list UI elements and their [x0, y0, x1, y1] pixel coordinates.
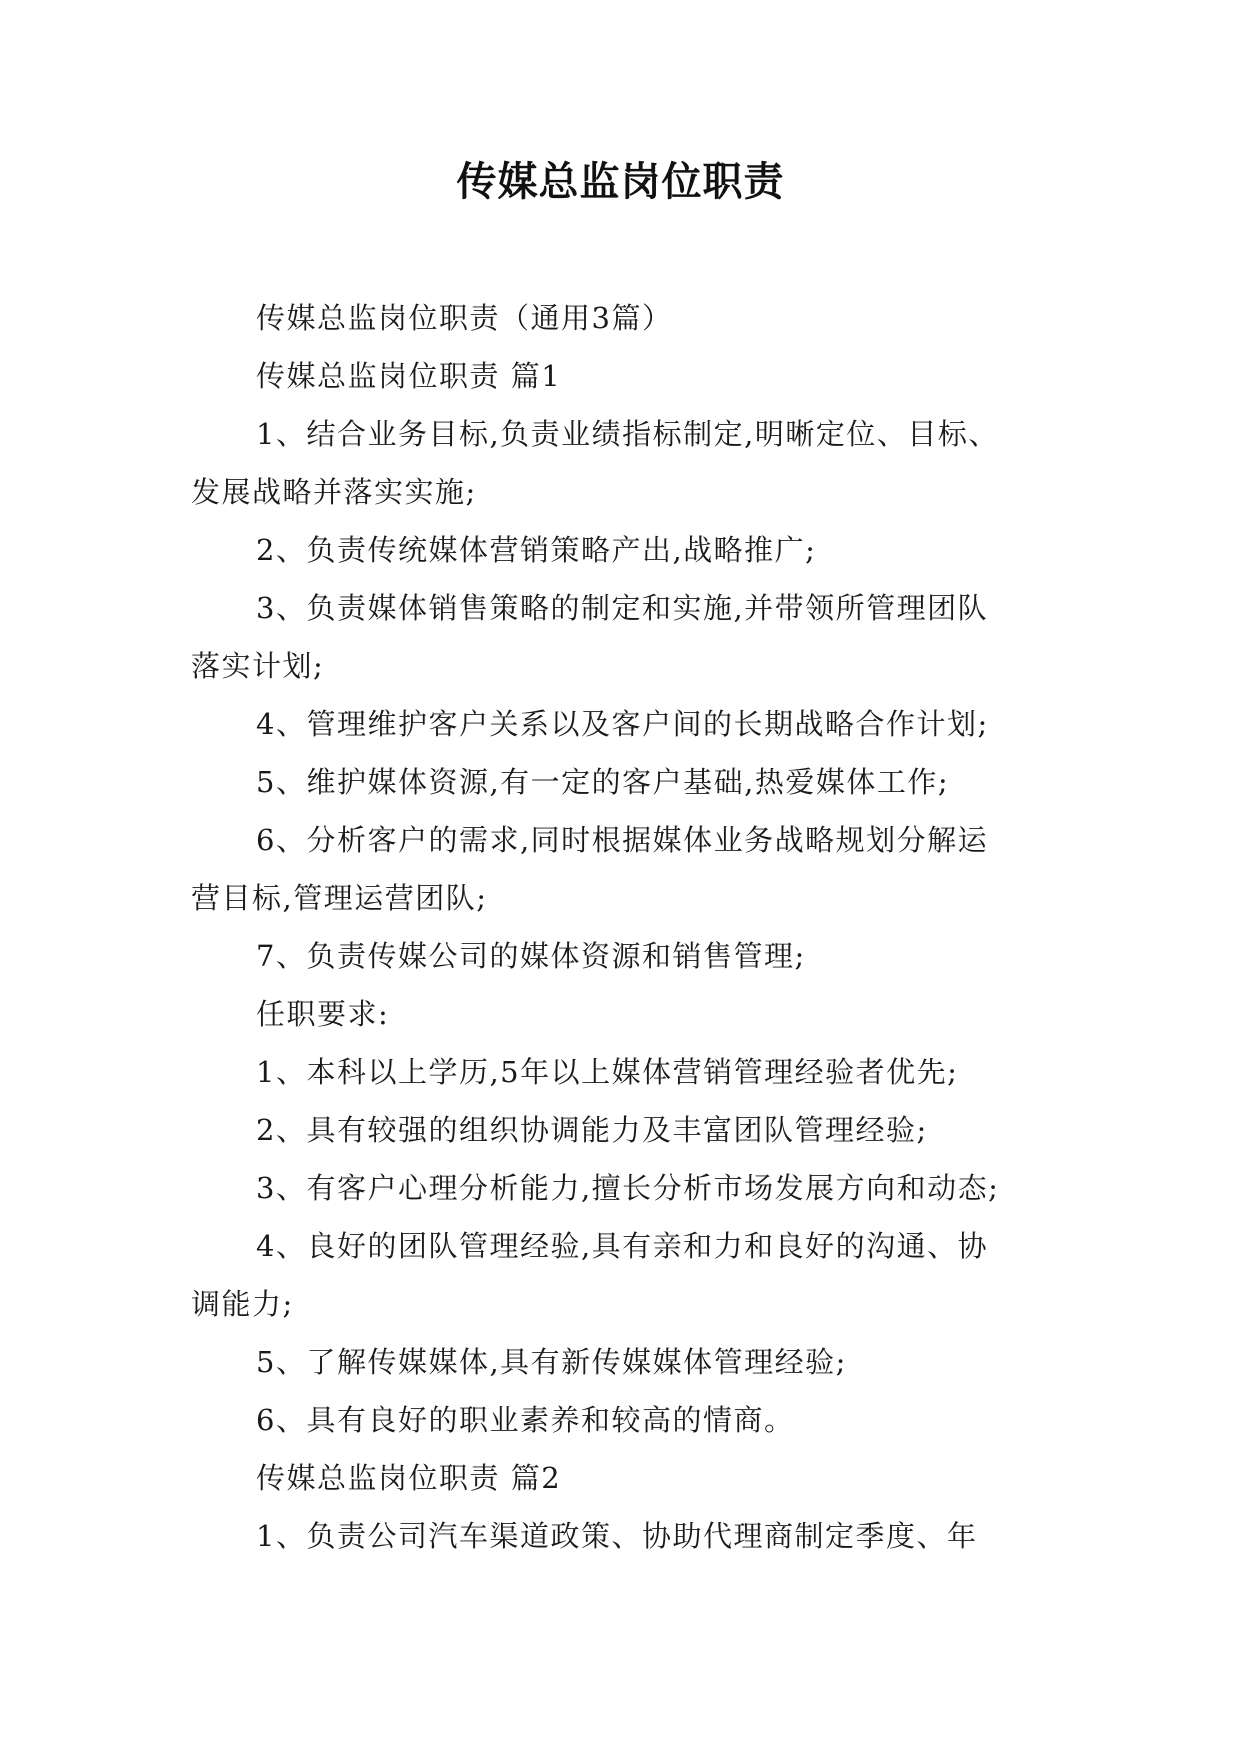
paragraph-line: 传媒总监岗位职责 篇1 — [256, 359, 562, 393]
paragraph-line: 6、分析客户的需求,同时根据媒体业务战略规划分解运 — [256, 823, 989, 857]
paragraph-line: 4、良好的团队管理经验,具有亲和力和良好的沟通、协 — [256, 1229, 989, 1263]
paragraph-line: 2、具有较强的组织协调能力及丰富团队管理经验; — [256, 1113, 928, 1147]
document-body — [191, 289, 1071, 1565]
paragraph-line: 1、负责公司汽车渠道政策、协助代理商制定季度、年 — [256, 1519, 978, 1553]
paragraph-line: 1、结合业务目标,负责业绩指标制定,明晰定位、目标、 — [256, 417, 999, 451]
paragraph-line: 营目标,管理运营团队; — [191, 881, 488, 915]
paragraph-line: 3、有客户心理分析能力,擅长分析市场发展方向和动态; — [256, 1171, 1000, 1205]
paragraph-line: 任职要求: — [256, 997, 390, 1031]
paragraph-line: 5、维护媒体资源,有一定的客户基础,热爱媒体工作; — [256, 765, 950, 799]
paragraph-line: 3、负责媒体销售策略的制定和实施,并带领所管理团队 — [256, 591, 989, 625]
paragraph-line: 调能力; — [191, 1287, 294, 1321]
paragraph-line: 发展战略并落实实施; — [191, 475, 477, 509]
paragraph-line: 7、负责传媒公司的媒体资源和销售管理; — [256, 939, 806, 973]
paragraph-line: 2、负责传统媒体营销策略产出,战略推广; — [256, 533, 817, 567]
paragraph-line: 传媒总监岗位职责 篇2 — [256, 1461, 562, 1495]
paragraph-line: 6、具有良好的职业素养和较高的情商。 — [256, 1403, 795, 1437]
paragraph-line: 1、本科以上学历,5年以上媒体营销管理经验者优先; — [256, 1055, 959, 1089]
paragraph-line: 5、了解传媒媒体,具有新传媒媒体管理经验; — [256, 1345, 847, 1379]
paragraph-line: 4、管理维护客户关系以及客户间的长期战略合作计划; — [256, 707, 989, 741]
paragraph-line: 落实计划; — [191, 649, 325, 683]
paragraph-line: 传媒总监岗位职责（通用3篇） — [256, 301, 673, 335]
document-title: 传媒总监岗位职责 — [456, 158, 785, 205]
